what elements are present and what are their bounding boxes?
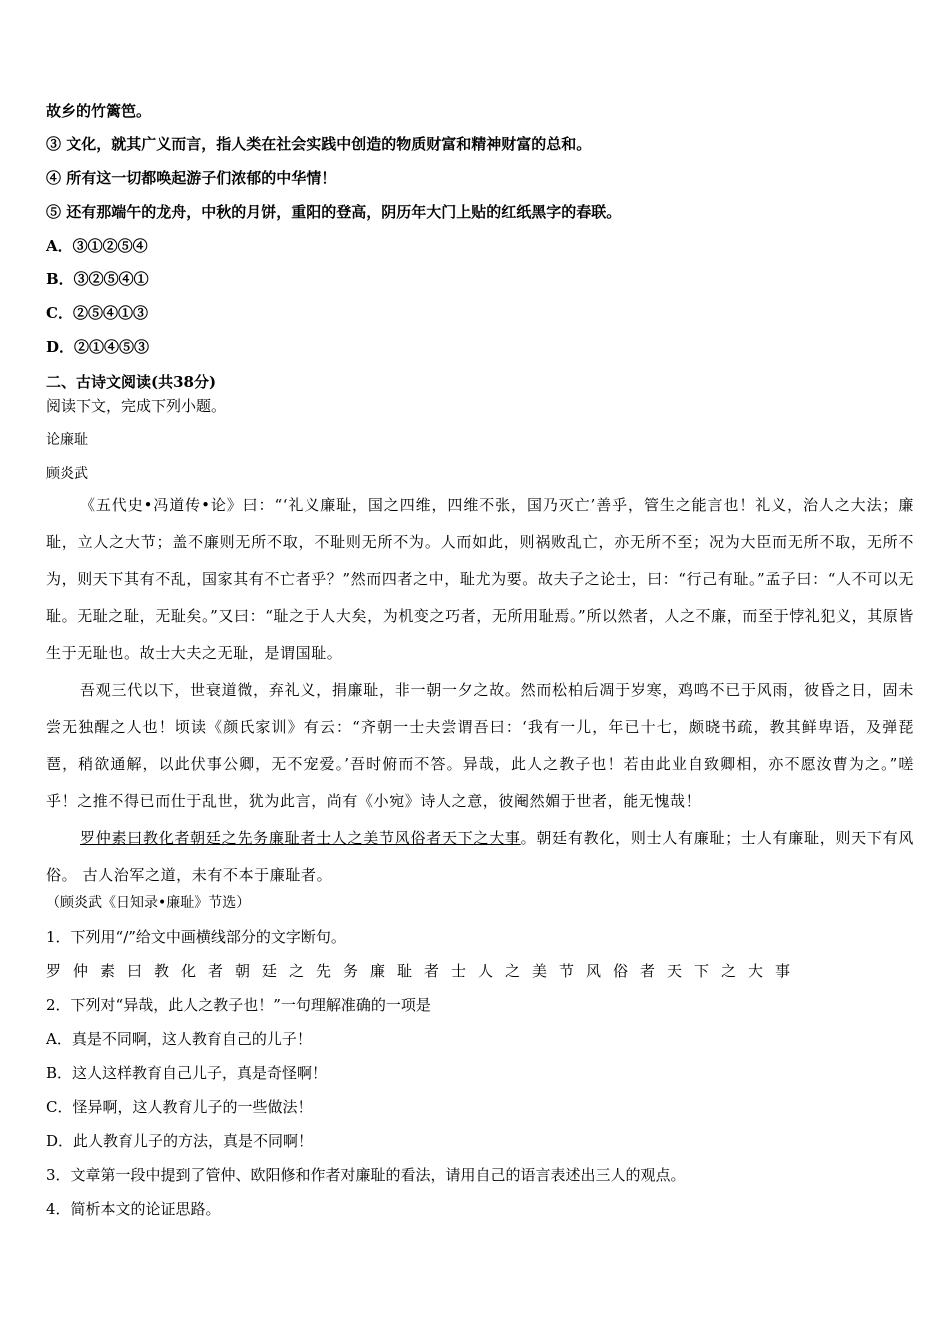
sentence-3: ③ 文化，就其广义而言，指人类在社会实践中创造的物质财富和精神财富的总和。 bbox=[46, 135, 592, 153]
passage-author: 顾炎武 bbox=[46, 466, 88, 482]
question-1: 1．下列用“/”给文中画横线部分的文字断句。 bbox=[46, 928, 346, 946]
option-d: D．②①④⑤③ bbox=[46, 338, 150, 356]
section-heading: 二、古诗文阅读(共38分) bbox=[46, 373, 217, 391]
paragraph-3-rest: 。朝廷有教化，则士人有廉耻；士人有廉耻，则天下有风俗。 古人治军之道，未有不本于廉耻者。 bbox=[46, 829, 914, 884]
question-2-option-b: B．这人这样教育自己儿子，真是奇怪啊！ bbox=[46, 1064, 328, 1082]
question-2-option-c: C．怪异啊，这人教育儿子的一些做法！ bbox=[46, 1098, 313, 1116]
passage-body bbox=[46, 487, 914, 894]
sentence-4: ④ 所有这一切都唤起游子们浓郁的中华情！ bbox=[46, 169, 337, 187]
paragraph-1: 《五代史•冯道传•论》曰：“‘礼义廉耻，国之四维，四维不张，国乃灭亡’善乎，管生之能言也！礼义，治人之大法；廉耻，立人之大节；盖不廉则无所不取，不耻则无所不为。人而如此，则祸败乱亡，亦无所不至；况为大臣而无所不取，无所不为，则天下其有不乱，国家其有不亡者乎？”然而四者之中，耻尤为要。故夫子之论士，曰：“行己有耻。”孟子曰：“人不可以无耻。无耻之耻，无耻矣。”又曰：“耻之于人大矣，为机变之巧者，无所用耻焉。”所以然者，人之不廉，而至于悖礼犯义，其原皆生于无耻也。故士大夫之无耻，是谓国耻。 bbox=[46, 496, 914, 662]
sentence-5: ⑤ 还有那端午的龙舟，中秋的月饼，重阳的登高，阴历年大门上贴的红纸黑字的春联。 bbox=[46, 203, 622, 221]
question-4: 4．简析本文的论证思路。 bbox=[46, 1200, 221, 1218]
reading-instruction: 阅读下文，完成下列小题。 bbox=[46, 397, 227, 415]
option-c: C．②⑤④①③ bbox=[46, 304, 148, 322]
underlined-sentence: 罗仲素曰教化者朝廷之先务廉耻者士人之美节风俗者天下之大事 bbox=[80, 829, 521, 847]
sentence-2-continuation: 故乡的竹篱笆。 bbox=[46, 102, 152, 120]
question-2: 2．下列对“异哉，此人之教子也！”一句理解准确的一项是 bbox=[46, 996, 431, 1014]
paragraph-3 bbox=[46, 820, 914, 894]
option-a: A．③①②⑤④ bbox=[46, 237, 148, 255]
passage-title: 论廉耻 bbox=[46, 432, 88, 448]
passage-source: （顾炎武《日知录•廉耻》节选） bbox=[46, 895, 251, 911]
paragraph-2: 吾观三代以下，世衰道微，弃礼义，捐廉耻，非一朝一夕之故。然而松柏后凋于岁寒，鸡鸣不已于风雨，彼昏之日，固未尝无独醒之人也！顷读《颜氏家训》有云：“齐朝一士夫尝谓吾曰：‘我有一儿，年已十七，颇晓书疏，教其鲜卑语，及弹琵琶，稍欲通解，以此伏事公卿，无不宠爱。’吾时俯而不答。异哉，此人之教子也！若由此业自致卿相，亦不愿汝曹为之。”嗟乎！之推不得已而仕于乱世，犹为此言，尚有《小宛》诗人之意，彼阉然媚于世者，能无愧哉！ bbox=[46, 681, 914, 810]
question-2-option-a: A．真是不同啊，这人教育自己的儿子！ bbox=[46, 1030, 312, 1048]
question-1-text: 罗仲素曰教化者朝廷之先务廉耻者士人之美节风俗者天下之大事 bbox=[46, 962, 803, 980]
question-3: 3．文章第一段中提到了管仲、欧阳修和作者对廉耻的看法，请用自己的语言表述出三人的观点。 bbox=[46, 1166, 686, 1184]
question-2-option-d: D．此人教育儿子的方法，真是不同啊！ bbox=[46, 1132, 314, 1150]
option-b: B．③②⑤④① bbox=[46, 270, 149, 288]
